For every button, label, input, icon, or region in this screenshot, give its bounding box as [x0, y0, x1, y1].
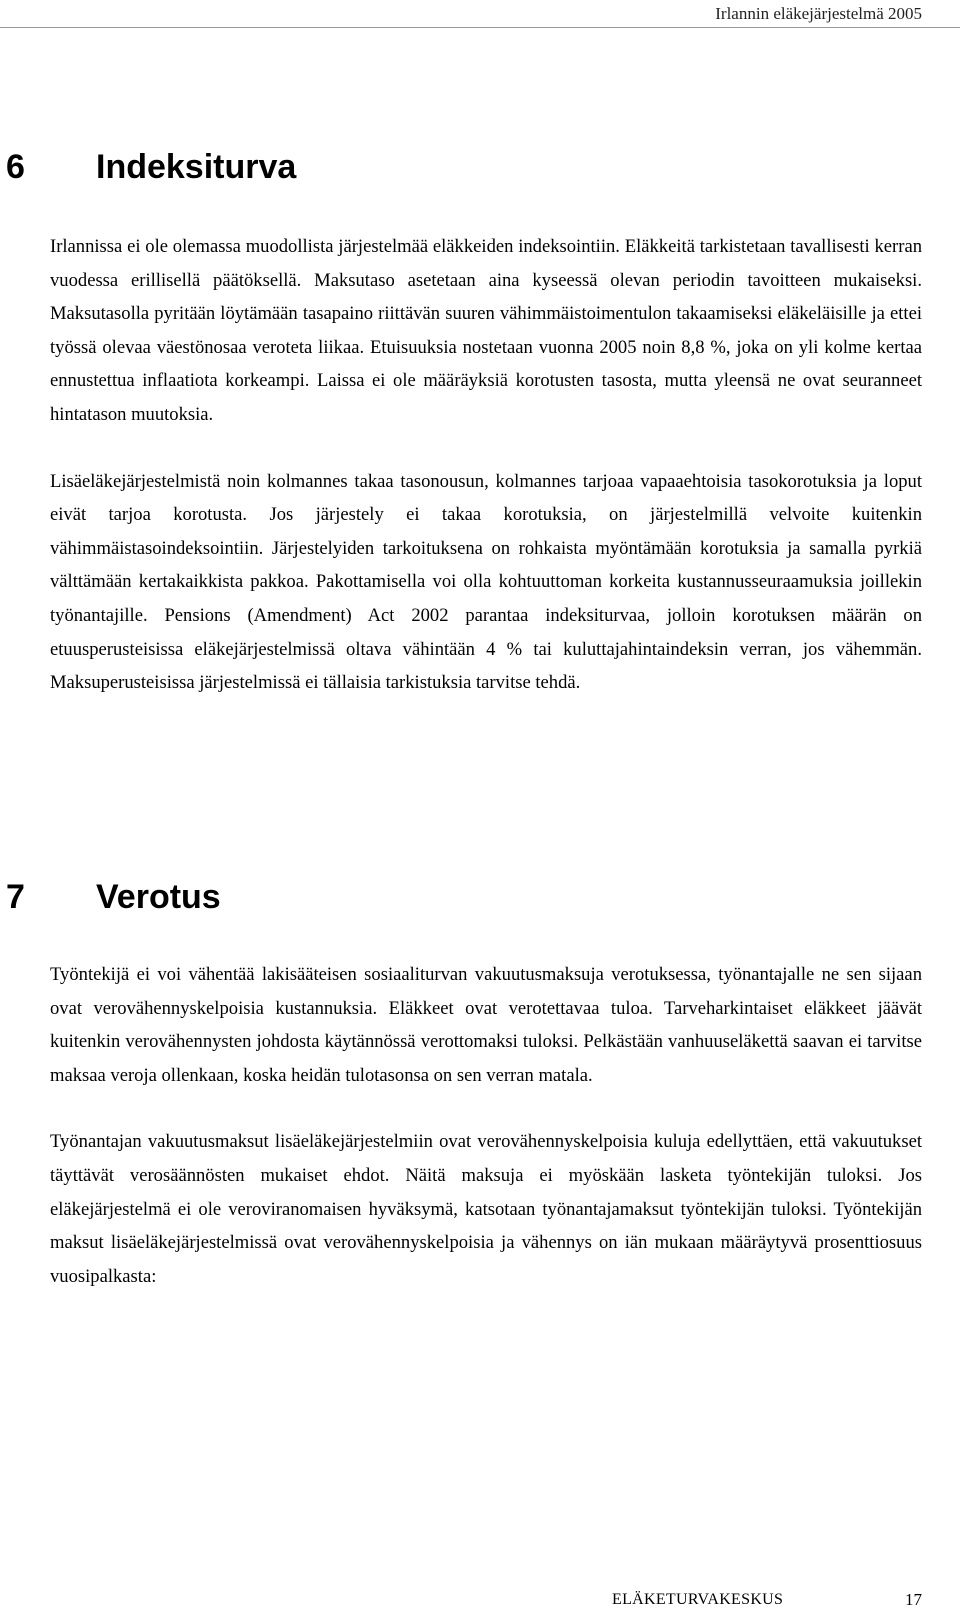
section-title: Verotus [96, 878, 221, 916]
section-indeksiturva [6, 145, 922, 700]
header-divider [0, 27, 960, 28]
section-heading [6, 145, 922, 189]
footer-organization: ELÄKETURVAKESKUS [612, 1591, 784, 1608]
section-number: 6 [6, 148, 25, 186]
paragraph: Työntekijä ei voi vähentää lakisääteisen sosiaaliturvan vakuutusmaksuja verotuksessa, työnantajalle ne sen sijaan ovat verovähennyskelpoisia kustannuksia. Eläkkeet ovat verotettavaa tuloa. Tarveharkintaiset eläkkeet jäävät kuitenkin verovähennysten johdosta käytännössä verottomaksi tuloksi. Pelkästään vanhuuseläkettä saavan ei tarvitse maksaa veroja ollenkaan, koska heidän tulotasonsa on sen verran matala. [50, 964, 922, 1086]
section-title: Indeksiturva [96, 148, 297, 186]
paragraph: Irlannissa ei ole olemassa muodollista järjestelmää eläkkeiden indeksointiin. Eläkkeitä tarkistetaan tavallisesti kerran vuodessa erillisellä päätöksellä. Maksutaso asetetaan aina kyseessä olevan periodin tavoitteen mukaiseksi. Maksutasolla pyritään löytämään tasapaino riittävän suuren vähimmäistoimentulon takaamiseksi eläkeläisille ja ettei työssä olevaa väestönosaa veroteta liikaa. Etuisuuksia nostetaan vuonna 2005 noin 8,8 %, joka on yli kolme kertaa ennustettua inflaatiota korkeampi. Laissa ei ole määräyksiä korotusten tasosta, mutta yleensä ne ovat seuranneet hintatason muutoksia. [50, 236, 922, 425]
page-number: 17 [905, 1590, 922, 1609]
section-heading [6, 875, 922, 919]
running-header-title: Irlannin eläkejärjestelmä 2005 [715, 4, 922, 23]
paragraph: Työnantajan vakuutusmaksut lisäeläkejärjestelmiin ovat verovähennyskelpoisia kuluja edellyttäen, että vakuutukset täyttävät verosäännösten mukaiset ehdot. Näitä maksuja ei myöskään lasketa työntekijän tuloksi. Jos eläkejärjestelmä ei ole veroviranomaisen hyväksymä, katsotaan työnantajamaksut työntekijän tuloksi. Työntekijän maksut lisäeläkejärjestelmissä ovat verovähennyskelpoisia ja vähennys on iän mukaan määräytyvä prosenttiosuus vuosipalkasta: [50, 1131, 922, 1287]
section-verotus [6, 875, 922, 1293]
paragraph: Lisäeläkejärjestelmistä noin kolmannes takaa tasonousun, kolmannes tarjoaa vapaaehtoisia tasokorotuksia ja loput eivät tarjoa korotusta. Jos järjestely ei takaa korotuksia, on järjestelmillä velvoite kuitenkin vähimmäistasoindeksointiin. Järjestelyiden tarkoituksena on rohkaista myöntämään korotuksia ja samalla pyrkiä välttämään kertakaikkista pakkoa. Pakottamisella voi olla kohtuuttoman korkeita kustannusseuraamuksia joillekin työnantajille. Pensions (Amendment) Act 2002 parantaa indeksiturvaa, jolloin korotuksen määrän on etuusperusteisissa eläkejärjestelmissä oltava vähintään 4 % tai kuluttajahintaindeksin verran, jos vähemmän. Maksuperusteisissa järjestelmissä ei tällaisia tarkistuksia tarvitse tehdä. [50, 470, 922, 694]
section-number: 7 [6, 878, 25, 916]
